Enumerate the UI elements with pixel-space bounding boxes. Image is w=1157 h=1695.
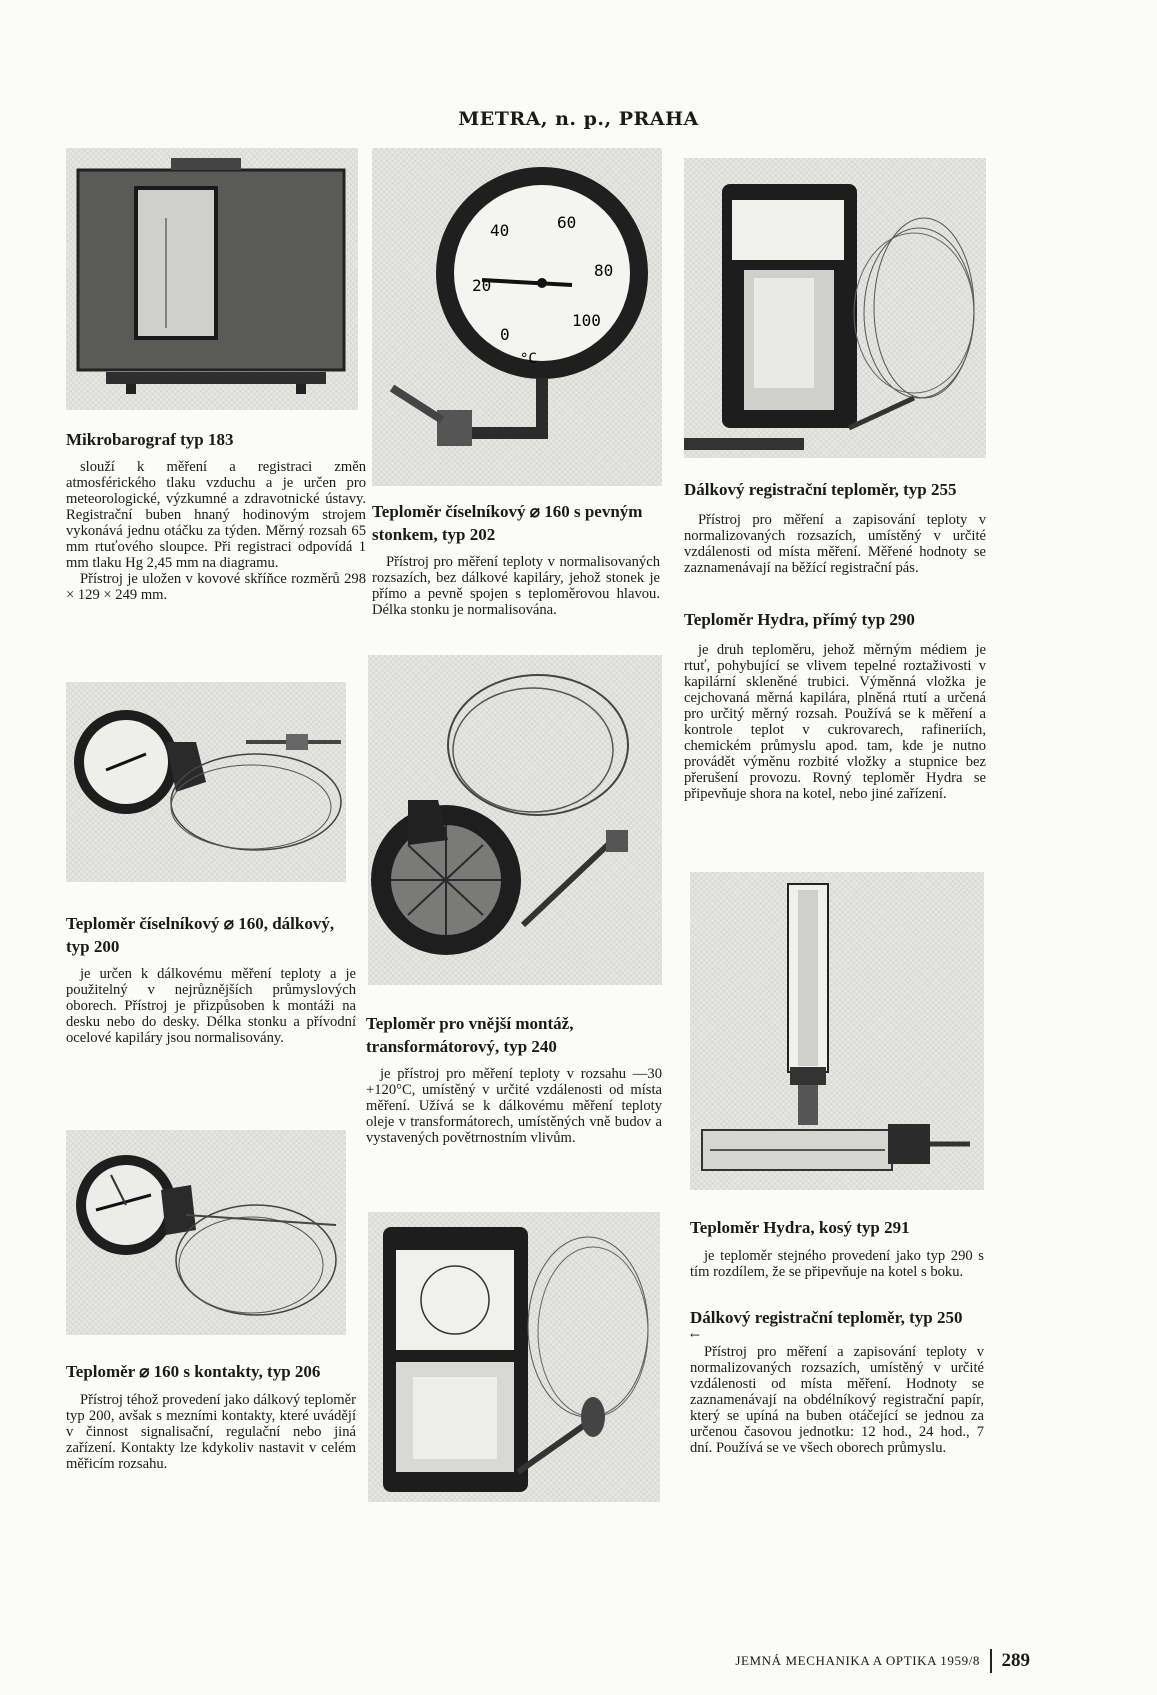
item-description: je přístroj pro měření teploty v rozsahu —30 +120°C, umístěný v určité vzdálenosti od místa měření. Užívá se k dálkovému měření teploty oleje v transformátorech, umístěných vně budov a vystavených povětrnostním vlivům. bbox=[366, 1066, 662, 1146]
item-description: je určen k dálkovému měření teploty a je použitelný v nejrůznějších průmyslových oborech. Přístroj je přizpůsoben k montáži na desku nebo do desky. Délka stonku a přívodní ocelové kapiláry jsou normalisovány. bbox=[66, 966, 356, 1046]
hydra-thermometer-photo bbox=[690, 872, 984, 1190]
dial-label-40: 40 bbox=[490, 221, 510, 240]
recording-thermometer-255-photo bbox=[684, 158, 986, 458]
item-description: Přístroj pro měření a zapisování teploty v normalizovaných rozsazích, umístěný v určité vzdálenosti od místa měření. Měřené hodnoty se zaznamenávají na běžící registrační pás. bbox=[684, 512, 986, 576]
item-title: Teploměr Hydra, kosý typ 291 bbox=[690, 1218, 910, 1237]
recording-thermometer-250-photo bbox=[368, 1212, 660, 1502]
dial-label-60: 60 bbox=[557, 213, 577, 232]
journal-name: JEMNÁ MECHANIKA A OPTIKA 1959/8 bbox=[735, 1653, 980, 1668]
dial-label-20: 20 bbox=[472, 276, 492, 295]
item-description: Přístroj pro měření teploty v normalisovaných rozsazích, bez dálkové kapiláry, jehož stonek je přímo a pevně spojen s teploměrovou hlavou. Délka stonku je normalisována. bbox=[372, 554, 660, 618]
contact-thermometer-206-photo bbox=[66, 1130, 346, 1335]
item-title: Dálkový registrační teploměr, typ 250 bbox=[690, 1308, 963, 1327]
dial-thermometer-202-photo bbox=[372, 148, 662, 486]
page-header: METRA, n. p., PRAHA bbox=[458, 108, 699, 130]
item-description: slouží k měření a registraci změn atmosférického tlaku vzduchu a je určen pro meteorologické, výzkumné a zdravotnické ústavy. Registrační buben hnaný hodinovým strojem vykonává jednu otáčku za týden. Měrný rozsah 65 mm rtuťového sloupce. Při registraci odpovídá 1 mm tlaku Hg 2,45 mm na diagramu. Přístroj je uložen v kovové skříňce rozměrů 298 × 129 × 249 mm. bbox=[66, 459, 366, 603]
item-description: Přístroj pro měření a zapisování teploty v normalizovaných rozsazích, umístěný v určité vzdálenosti od místa měření. Hodnoty se zaznamenávají na obdélníkový registrační papír, který se upíná na buben otáčející se jednou za určenou časovou jednotku: 12 hod., 24 hod., 7 dní. Používá se ve všech oborech průmyslu. bbox=[690, 1344, 984, 1456]
item-description: je teploměr stejného provedení jako typ 290 s tím rozdílem, že se připevňuje na kotel s boku. bbox=[690, 1248, 984, 1280]
mikrobarograf-photo bbox=[66, 148, 358, 410]
dial-label-0: 0 bbox=[500, 325, 510, 344]
item-title: Teploměr pro vnější montáž, transformátorový, typ 240 bbox=[366, 1014, 574, 1056]
item-title: Teploměr Hydra, přímý typ 290 bbox=[684, 610, 915, 629]
dial-label-unit: °C bbox=[520, 351, 537, 367]
item-description: Přístroj téhož provedení jako dálkový teploměr typ 200, avšak s mezními kontakty, které uvádějí v činnost signalisační, regulační nebo jiná zařízení. Kontakty lze kdykoliv nastavit v celém měřicím rozsahu. bbox=[66, 1392, 356, 1472]
page-number: 289 bbox=[1001, 1650, 1030, 1671]
item-title: Dálkový registrační teploměr, typ 255 bbox=[684, 480, 957, 499]
item-title: Teploměr ⌀ 160 s kontakty, typ 206 bbox=[66, 1362, 321, 1381]
dial-thermometer-200-photo bbox=[66, 682, 346, 882]
arrow-mark: ← bbox=[690, 1328, 701, 1342]
footer-divider bbox=[990, 1649, 992, 1673]
item-description: je druh teploměru, jehož měrným médiem je rtuť, pohybující se vlivem tepelné roztaživosti v kapilární skleněné trubici. Výměnná vložka je cejchovaná měrná kapilára, plněná rtutí a určená pro určitý měrný rozsah. Používá se k měření a kontrole teplot v cukrovarech, rafineriích, chemickém průmyslu apod. tam, kde je nutno provádět výměnu rozbité vložky a stupnice bez přerušení provozu. Rovný teploměr Hydra se připevňuje shora na kotel, nebo jiné zařízení. bbox=[684, 642, 986, 802]
dial-label-100: 100 bbox=[572, 311, 601, 330]
item-title: Mikrobarograf typ 183 bbox=[66, 430, 234, 449]
item-title: Teploměr číselníkový ⌀ 160 s pevným stonkem, typ 202 bbox=[372, 502, 643, 544]
page-footer bbox=[690, 1650, 1030, 1672]
item-title: Teploměr číselníkový ⌀ 160, dálkový, typ 200 bbox=[66, 914, 335, 956]
dial-label-80: 80 bbox=[594, 261, 614, 280]
transformer-thermometer-240-photo bbox=[368, 655, 662, 985]
